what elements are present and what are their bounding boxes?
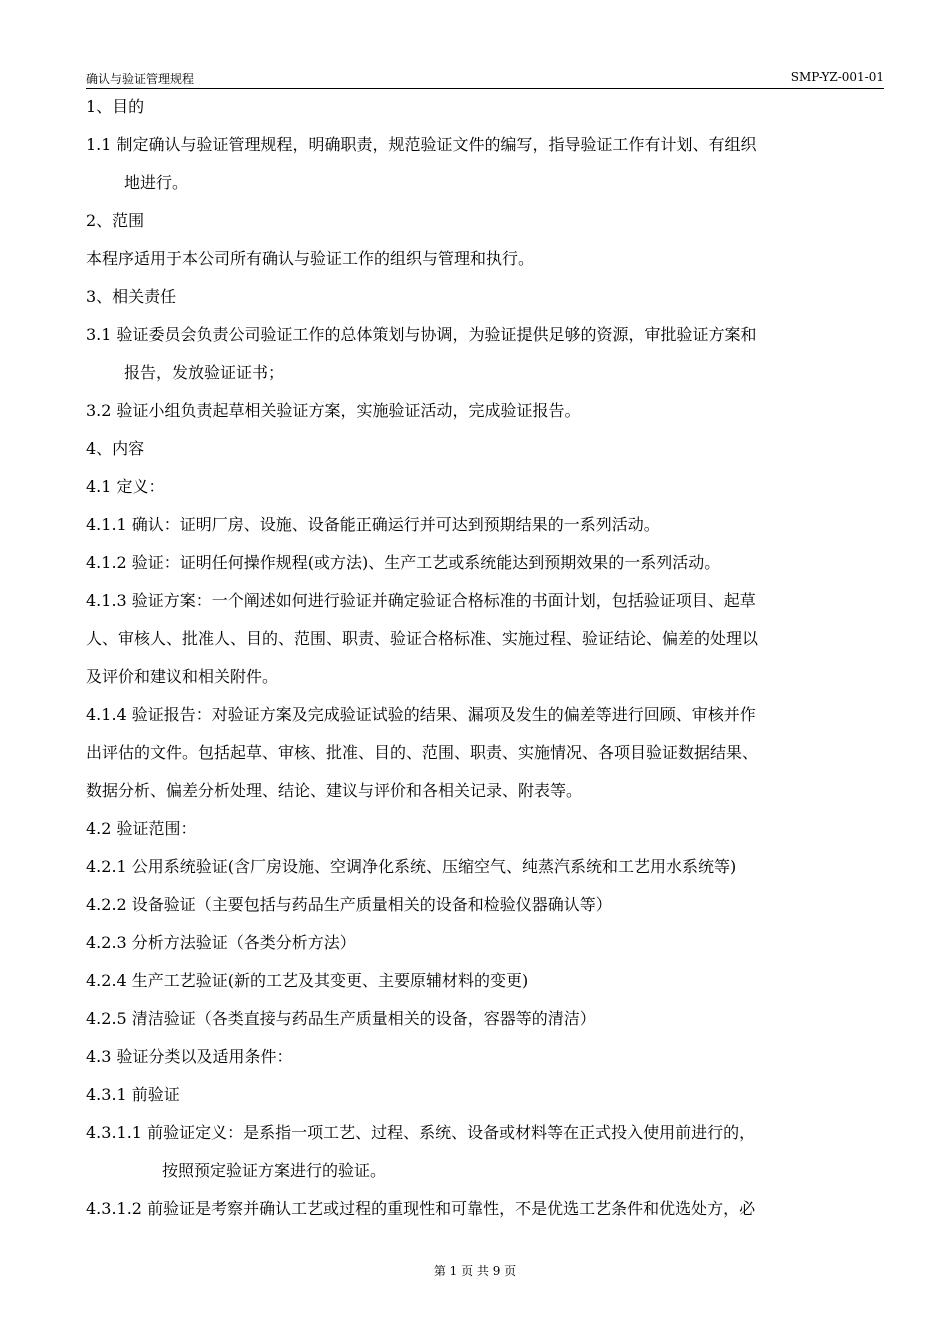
- document-code: SMP-YZ-001-01: [790, 70, 884, 84]
- paragraph-continuation: 按照预定验证方案进行的验证。: [162, 1161, 387, 1180]
- list-item: 4.2.1 公用系统验证(含厂房设施、空调净化系统、压缩空气、纯蒸汽系统和工艺用水系统等): [86, 857, 737, 876]
- paragraph-continuation: 地进行。: [124, 173, 189, 192]
- page-number: 第 1 页 共 9 页: [433, 1264, 517, 1278]
- paragraph: 4.3.1.2 前验证是考察并确认工艺或过程的重现性和可靠性，不是优选工艺条件和优选处方，必: [86, 1199, 756, 1218]
- paragraph-continuation: 人、审核人、批准人、目的、范围、职责、验证合格标准、实施过程、验证结论、偏差的处理以: [86, 629, 759, 648]
- heading-3: 3、相关责任: [86, 287, 177, 306]
- paragraph-continuation: 及评价和建议和相关附件。: [86, 667, 279, 686]
- subheading: 4.3.1 前验证: [86, 1085, 180, 1104]
- paragraph: 4.1.4 验证报告：对验证方案及完成验证试验的结果、漏项及发生的偏差等进行回顾、审核并作: [86, 705, 756, 724]
- list-item: 4.2.2 设备验证（主要包括与药品生产质量相关的设备和检验仪器确认等）: [86, 895, 612, 914]
- paragraph: 3.2 验证小组负责起草相关验证方案，实施验证活动，完成验证报告。: [86, 401, 581, 420]
- list-item: 4.2.3 分析方法验证（各类分析方法）: [86, 933, 356, 952]
- paragraph-continuation: 出评估的文件。包括起草、审核、批准、目的、范围、职责、实施情况、各项目验证数据结果、: [86, 743, 759, 762]
- paragraph: 4.1.3 验证方案：一个阐述如何进行验证并确定验证合格标准的书面计划，包括验证项目、起草: [86, 591, 756, 610]
- paragraph: 4.1.2 验证：证明任何操作规程(或方法)、生产工艺或系统能达到预期效果的一系列活动。: [86, 553, 721, 572]
- heading-4: 4、内容: [86, 439, 145, 458]
- subheading: 4.2 验证范围：: [86, 819, 197, 838]
- paragraph: 本程序适用于本公司所有确认与验证工作的组织与管理和执行。: [86, 249, 535, 268]
- list-item: 4.2.4 生产工艺验证(新的工艺及其变更、主要原辅材料的变更): [86, 971, 529, 990]
- paragraph: 1.1 制定确认与验证管理规程，明确职责，规范验证文件的编写，指导验证工作有计划、有组织: [86, 135, 757, 154]
- heading-2: 2、范围: [86, 211, 145, 230]
- subheading: 4.3 验证分类以及适用条件：: [86, 1047, 293, 1066]
- paragraph: 4.3.1.1 前验证定义：是系指一项工艺、过程、系统、设备或材料等在正式投入使用前进行的，: [86, 1123, 756, 1142]
- document-title: 确认与验证管理规程: [86, 72, 195, 86]
- heading-1: 1、目的: [86, 97, 145, 116]
- paragraph: 4.1.1 确认：证明厂房、设施、设备能正确运行并可达到预期结果的一系列活动。: [86, 515, 660, 534]
- page-header: [86, 68, 884, 89]
- paragraph-continuation: 报告，发放验证证书；: [124, 363, 285, 382]
- paragraph-continuation: 数据分析、偏差分析处理、结论、建议与评价和各相关记录、附表等。: [86, 781, 583, 800]
- list-item: 4.2.5 清洁验证（各类直接与药品生产质量相关的设备，容器等的清洁）: [86, 1009, 596, 1028]
- paragraph: 3.1 验证委员会负责公司验证工作的总体策划与协调，为验证提供足够的资源，审批验证方案和: [86, 325, 757, 344]
- subheading: 4.1 定义：: [86, 477, 165, 496]
